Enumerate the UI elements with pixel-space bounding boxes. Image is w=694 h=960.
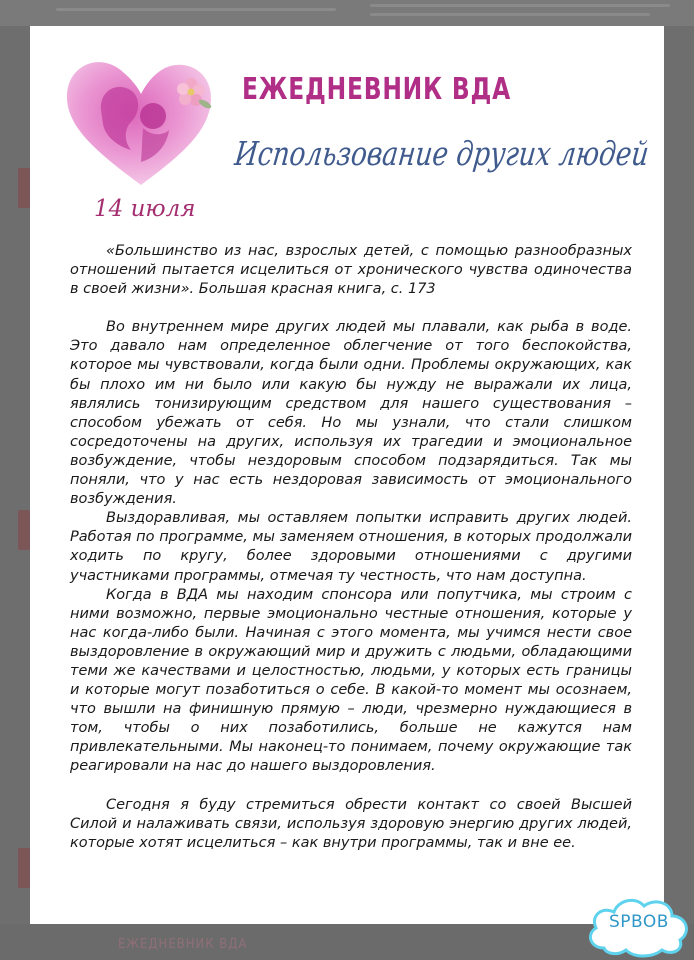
closing-affirmation: Сегодня я буду стремиться обрести контакт со своей Высшей Силой и налаживать связи, используя здоровую энергию других людей, которые хотят исцелиться – как внутри программы, так и вне ее. xyxy=(70,796,632,851)
paragraph: Когда в ВДА мы находим спонсора или попутчика, мы строим с ними возможно, первые эмоционально честные отношения, которые у нас когда-либо были. Начиная с этого момента, мы учимся нести свое выздоровление в окружающий мир и дружить с людьми, обладающими теми же качествами и целостностью, людьми, у которых есть границы и которые могут позаботиться о себе. В какой-то момент мы осознаем, что вышли на финишную прямую – люди, чрезмерно нуждающиеся в том, чтобы о них позаботились, больше не кажутся нам привлекательными. Мы наконец-то понимаем, почему окружающие так реагировали на нас до нашего выздоровления. xyxy=(70,586,632,775)
background-mark xyxy=(18,510,30,550)
heart-mother-child-logo xyxy=(61,50,221,190)
background-mark xyxy=(18,848,30,888)
background-mark xyxy=(18,168,30,208)
background-footer-title: ЕЖЕДНЕВНИК ВДА xyxy=(118,937,248,952)
reading-date: 14 июля xyxy=(94,196,196,222)
opening-quote: «Большинство из нас, взрослых детей, с помощью разнообразных отношений пытается исцелиться от хронического чувства одиночества в своей жизни». Большая красная книга, с. 173 xyxy=(70,243,632,298)
background-text-line xyxy=(370,13,650,16)
page-subtitle: Использование других людей xyxy=(232,134,651,173)
paragraph: Во внутреннем мире других людей мы плавали, как рыба в воде. Это давало нам определенное облегчение от того беспокойства, которое мы чувствовали, когда были одни. Проблемы окружающих, как бы плохо им ни было или какую бы нужду не выражали их лица, являлись тонизирующим средством для нашего существования – способом убежать от себя. Но мы узнали, что стали слишком сосредоточены на других, используя их трагедии и эмоциональное возбуждение, чтобы нездоровым способом подзарядиться. Так мы поняли, что у нас есть нездоровая зависимость от эмоционального возбуждения. xyxy=(70,319,632,508)
background-text-line xyxy=(56,8,336,11)
reading-text xyxy=(70,242,632,853)
page-title: ЕЖЕДНЕВНИК ВДА xyxy=(242,72,512,107)
daily-reading-card xyxy=(30,26,664,924)
background-text-line xyxy=(370,4,670,7)
watermark-label: SPBOB xyxy=(609,912,669,932)
paragraph: Выздоравливая, мы оставляем попытки исправить других людей. Работая по программе, мы заменяем отношения, в которых продолжали ходить по кругу, более здоровыми отношениями с другими участниками программы, отмечая ту честность, что нам доступна. xyxy=(70,510,632,584)
